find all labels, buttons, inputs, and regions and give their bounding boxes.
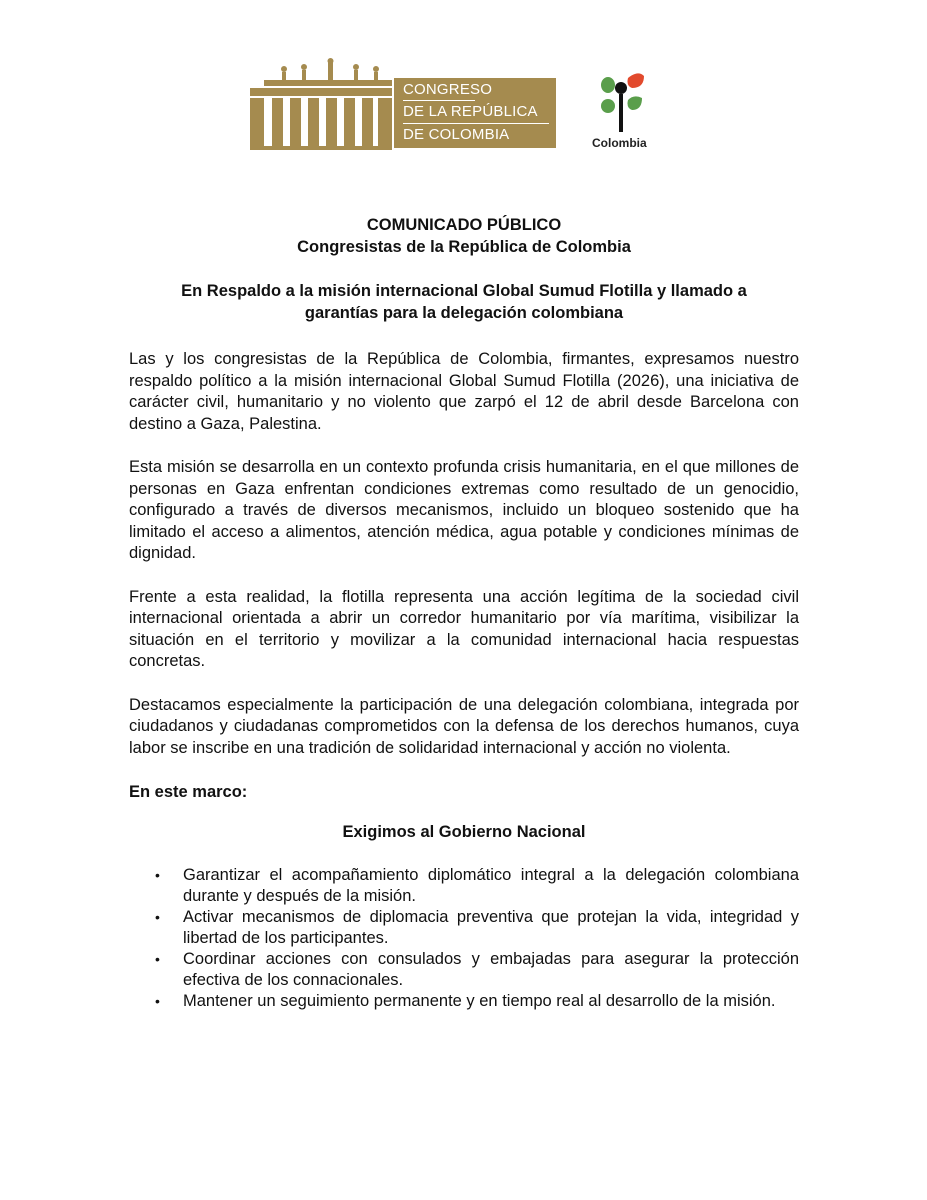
paragraph: Destacamos especialmente la participación de una delegación colombiana, integrada por ciudadanos y ciudadanas comprometidos con la defensa de los derechos humanos, cuya labor se inscribe en una tradición de solidaridad internacional y acción no violenta. [129,695,799,757]
bullet-icon: • [155,867,160,883]
sprout-icon [598,72,646,134]
bullet-icon: • [155,993,160,1009]
paragraph: Frente a esta realidad, la flotilla representa una acción legítima de la sociedad civil internacional orientada a abrir un corredor humanitario por vía marítima, visibilizar la situación en el territorio y movilizar a la comunidad internacional hacia respuestas concretas. [129,587,799,670]
bullet-icon: • [155,909,160,925]
headline-line-2: garantías para la delegación colombiana [304,304,624,322]
party-label: Colombia [592,136,647,150]
list-item [129,949,799,991]
letterhead [0,0,927,170]
doc-body [129,349,799,759]
congreso-wordmark [394,78,556,148]
list-item-text: Garantizar el acompañamiento diplomático integral a la delegación colombiana durante y después de la misión. [183,866,799,905]
bullet-icon: • [155,951,160,967]
list-item-text: Mantener un seguimiento permanente y en tiempo real al desarrollo de la misión. [183,992,776,1010]
paragraph: Las y los congresistas de la República de Colombia, firmantes, expresamos nuestro respaldo político a la misión internacional Global Sumud Flotilla (2026), una iniciativa de carácter civil, humanitario y no violento que zarpó el 12 de abril desde Barcelona con destino a Gaza, Palestina. [129,350,799,433]
demand-list [129,865,799,1012]
doc-title: COMUNICADO PÚBLICO [366,216,562,234]
doc-headline [129,280,799,324]
headline-line-1: En Respaldo a la misión internacional Global Sumud Flotilla y llamado a [181,282,747,300]
wordmark-rule [403,100,475,101]
doc-subtitle: Congresistas de la República de Colombia [297,238,631,256]
capitol-emblem-icon [250,58,392,150]
congreso-line-1: CONGRESO [403,81,493,98]
section-label: En este marco: [129,783,248,801]
congreso-logo [250,54,562,150]
section-heading: Exigimos al Gobierno Nacional [342,823,586,841]
congreso-line-2: DE LA REPÚBLICA [403,103,538,120]
list-item [129,907,799,949]
list-item [129,991,799,1012]
wordmark-rule [403,123,549,124]
communique [129,214,799,1012]
party-logo [588,72,668,156]
list-item [129,865,799,907]
list-item-text: Activar mecanismos de diplomacia preventiva que protejan la vida, integridad y libertad de los participantes. [183,908,799,947]
paragraph: Esta misión se desarrolla en un contexto profunda crisis humanitaria, en el que millones de personas en Gaza enfrentan condiciones extremas como resultado de un genocidio, configurado a través de diversos mecanismos, incluido un bloqueo sostenido que ha limitado el acceso a alimentos, atención médica, agua potable y condiciones mínimas de dignidad. [129,458,799,562]
list-item-text: Coordinar acciones con consulados y embajadas para asegurar la protección efectiva de los connacionales. [183,950,799,989]
congreso-line-3: DE COLOMBIA [403,126,510,143]
